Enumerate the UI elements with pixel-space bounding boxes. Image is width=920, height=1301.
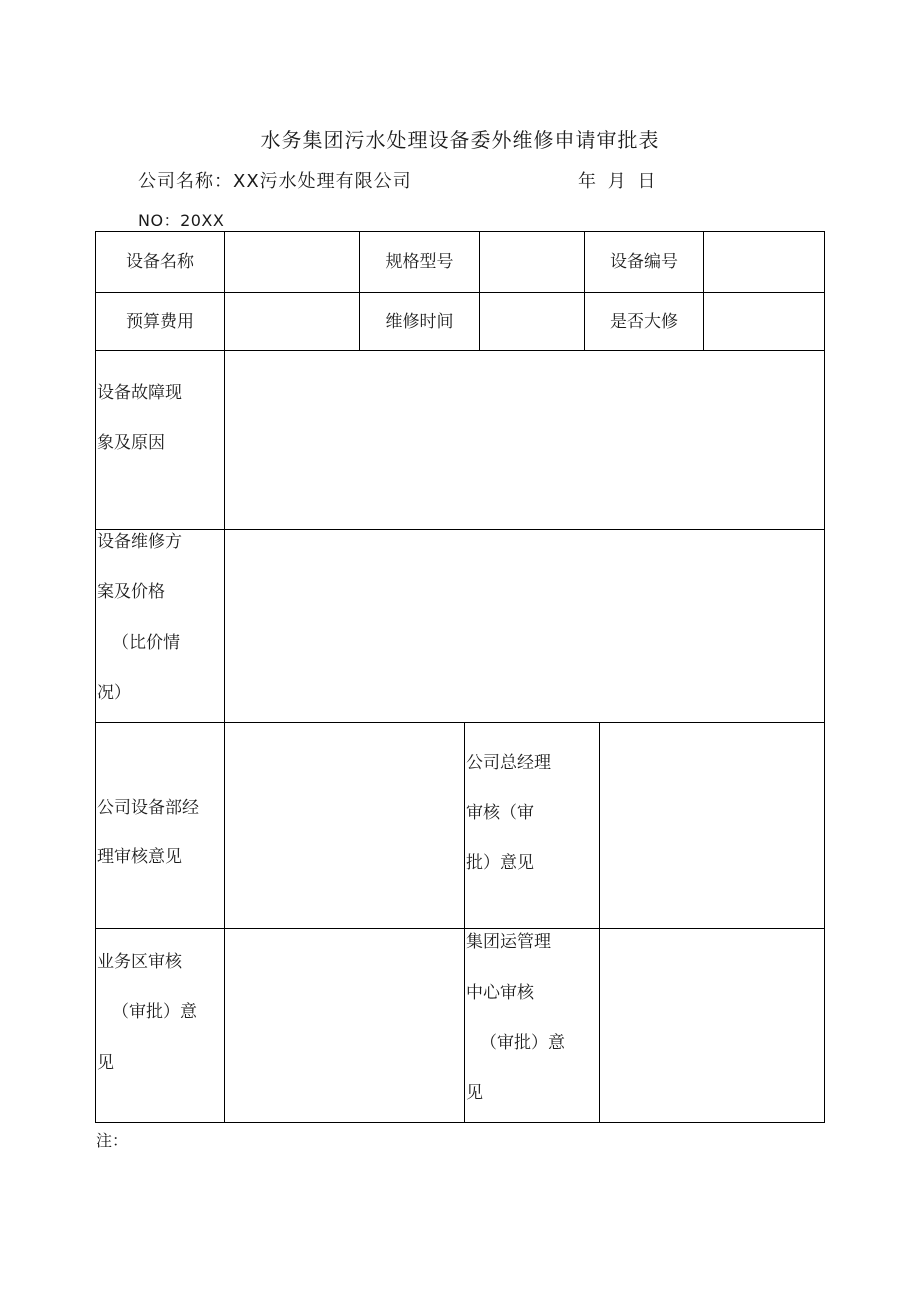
repair-time-field[interactable] bbox=[480, 293, 584, 350]
budget-field[interactable] bbox=[225, 293, 359, 350]
form-number: NO：20XX bbox=[138, 211, 225, 230]
group-center-opinion-field[interactable] bbox=[600, 929, 824, 1122]
label-plan-line4: 况） bbox=[97, 683, 131, 703]
label-spec-model: 规格型号 bbox=[385, 252, 454, 272]
label-device-name: 设备名称 bbox=[126, 252, 194, 272]
table-border-left bbox=[95, 231, 96, 1123]
label-budget: 预算费用 bbox=[126, 312, 194, 332]
device-name-field[interactable] bbox=[225, 232, 359, 292]
label-plan-line1: 设备维修方 bbox=[97, 532, 182, 552]
dept-manager-opinion-field[interactable] bbox=[225, 723, 464, 928]
label-dept-manager-line2: 理审核意见 bbox=[97, 847, 182, 867]
table-border-bottom bbox=[95, 1122, 825, 1123]
label-group-center-line1: 集团运管理 bbox=[466, 932, 551, 952]
label-business-area-line1: 业务区审核 bbox=[97, 952, 182, 972]
table-rule bbox=[464, 722, 465, 1123]
spec-model-field[interactable] bbox=[480, 232, 584, 292]
label-group-center-line2: 中心审核 bbox=[466, 983, 534, 1003]
company-name: 公司名称：XX污水处理有限公司 bbox=[138, 171, 412, 192]
label-group-center-line4: 见 bbox=[466, 1083, 483, 1103]
label-dept-manager-line1: 公司设备部经 bbox=[97, 798, 199, 818]
business-area-opinion-field[interactable] bbox=[225, 929, 464, 1122]
label-general-manager-line1: 公司总经理 bbox=[466, 753, 551, 773]
label-device-number: 设备编号 bbox=[610, 252, 678, 272]
date-field: 年 月 日 bbox=[578, 171, 656, 192]
footer-note: 注： bbox=[96, 1131, 129, 1150]
label-group-center-line3: （审批）意 bbox=[480, 1033, 565, 1053]
label-plan-line3: （比价情 bbox=[112, 633, 180, 653]
repair-plan-field[interactable] bbox=[225, 530, 824, 722]
label-general-manager-line2: 审核（审 bbox=[466, 803, 534, 823]
fault-description-field[interactable] bbox=[225, 351, 824, 529]
label-plan-line2: 案及价格 bbox=[97, 582, 165, 602]
label-general-manager-line3: 批）意见 bbox=[466, 853, 534, 873]
general-manager-opinion-field[interactable] bbox=[600, 723, 824, 928]
table-border-right bbox=[824, 231, 825, 1123]
label-fault-line2: 象及原因 bbox=[97, 433, 165, 453]
overhaul-field[interactable] bbox=[704, 293, 824, 350]
label-business-area-line3: 见 bbox=[97, 1053, 114, 1073]
label-fault-line1: 设备故障现 bbox=[97, 383, 182, 403]
label-repair-time: 维修时间 bbox=[385, 312, 454, 332]
device-number-field[interactable] bbox=[704, 232, 824, 292]
label-business-area-line2: （审批）意 bbox=[112, 1002, 197, 1022]
form-title: 水务集团污水处理设备委外维修申请审批表 bbox=[260, 128, 660, 152]
label-overhaul: 是否大修 bbox=[610, 312, 678, 332]
